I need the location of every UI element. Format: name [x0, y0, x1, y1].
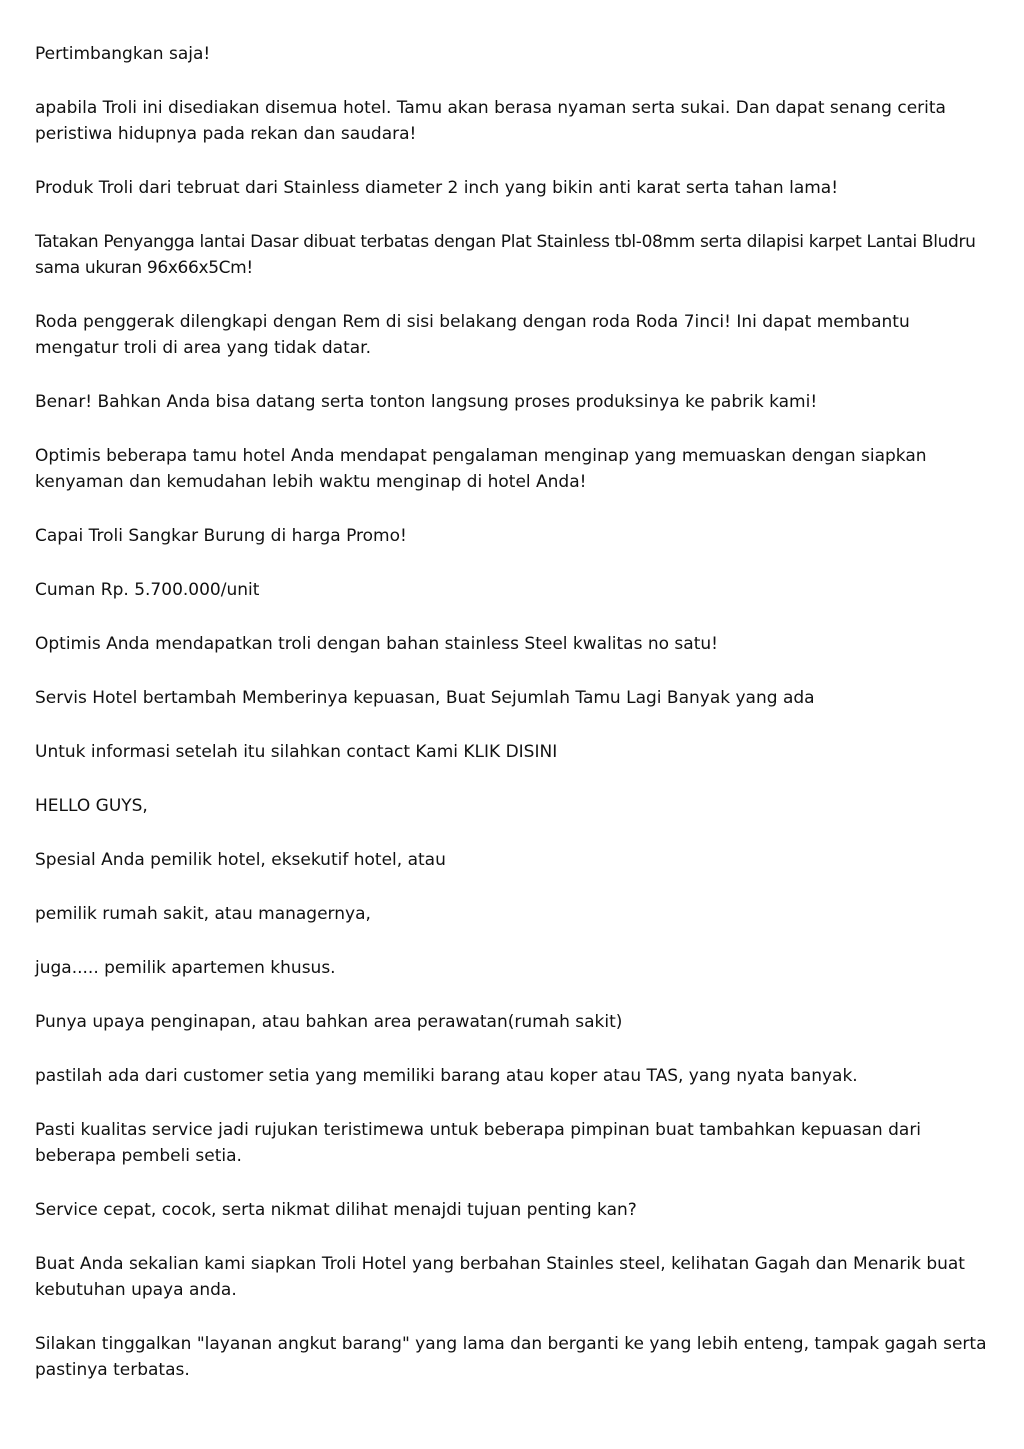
paragraph-service-satisfaction: Servis Hotel bertambah Memberinya kepuasan, Buat Sejumlah Tamu Lagi Banyak yang ada	[35, 688, 815, 708]
paragraph-base-platform: Tatakan Penyangga lantai Dasar dibuat terbatas dengan Plat Stainless tbl-08mm serta dilapisi karpet Lantai Bludru sama ukuran 96x66x5Cm!	[35, 232, 976, 278]
paragraph-quality: Optimis Anda mendapatkan troli dengan bahan stainless Steel kwalitas no satu!	[35, 634, 718, 654]
paragraph-business-type: Punya upaya penginapan, atau bahkan area perawatan(rumah sakit)	[35, 1012, 623, 1032]
paragraph-contact: Untuk informasi setelah itu silahkan contact Kami KLIK DISINI	[35, 742, 558, 762]
paragraph-stainless-material: Produk Troli dari tebruat dari Stainless diameter 2 inch yang bikin anti karat serta tahan lama!	[35, 178, 839, 198]
paragraph-greeting: HELLO GUYS,	[35, 796, 148, 816]
paragraph-promo: Capai Troli Sangkar Burung di harga Promo!	[35, 526, 407, 546]
paragraph-audience-hospital: pemilik rumah sakit, atau managernya,	[35, 904, 371, 924]
paragraph-audience-hotel: Spesial Anda pemilik hotel, eksekutif hotel, atau	[35, 850, 446, 870]
paragraph-service-quality: Pasti kualitas service jadi rujukan teristimewa untuk beberapa pimpinan buat tambahkan kepuasan dari beberapa pembeli setia.	[35, 1120, 922, 1166]
paragraph-factory-visit: Benar! Bahkan Anda bisa datang serta tonton langsung proses produksinya ke pabrik kami!	[35, 392, 818, 412]
paragraph-price: Cuman Rp. 5.700.000/unit	[35, 580, 260, 600]
paragraph-customer-luggage: pastilah ada dari customer setia yang memiliki barang atau koper atau TAS, yang nyata banyak.	[35, 1066, 858, 1086]
paragraph-audience-apartment: juga..... pemilik apartemen khusus.	[35, 958, 336, 978]
paragraph-offer: Buat Anda sekalian kami siapkan Troli Hotel yang berbahan Stainles steel, kelihatan Gagah dan Menarik buat kebutuhan upaya anda.	[35, 1254, 965, 1300]
paragraph-replace-old: Silakan tinggalkan "layanan angkut barang" yang lama dan berganti ke yang lebih enteng, tampak gagah serta pastinya terbatas.	[35, 1334, 987, 1380]
paragraph-guest-experience: Optimis beberapa tamu hotel Anda mendapat pengalaman menginap yang memuaskan dengan siapkan kenyaman dan kemudahan lebih waktu menginap di hotel Anda!	[35, 446, 927, 492]
paragraph-fast-service: Service cepat, cocok, serta nikmat dilihat menajdi tujuan penting kan?	[35, 1200, 637, 1220]
paragraph-wheels: Roda penggerak dilengkapi dengan Rem di sisi belakang dengan roda Roda 7inci! Ini dapat membantu mengatur troli di area yang tidak datar.	[35, 312, 910, 358]
paragraph-trolley-in-hotels: apabila Troli ini disediakan disemua hotel. Tamu akan berasa nyaman serta sukai. Dan dapat senang cerita peristiwa hidupnya pada rekan dan saudara!	[35, 98, 946, 144]
paragraph-consider: Pertimbangkan saja!	[35, 44, 211, 64]
